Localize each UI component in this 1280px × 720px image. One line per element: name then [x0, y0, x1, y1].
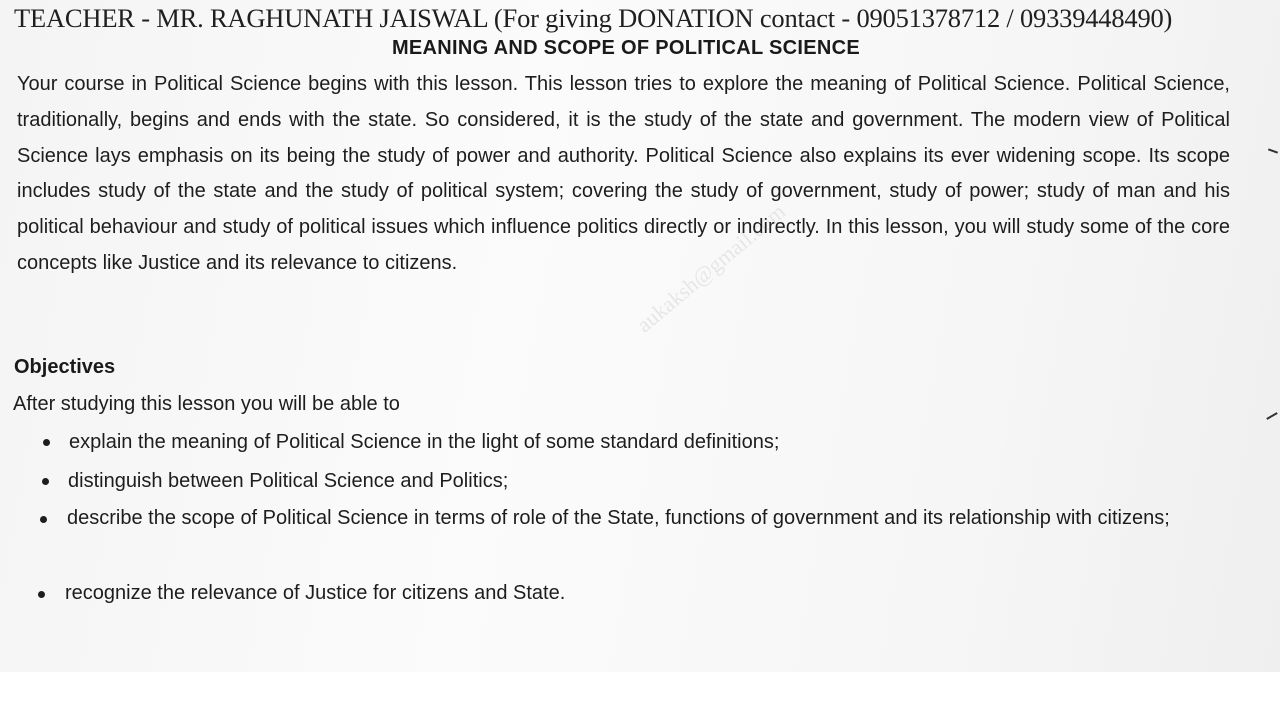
bullet-icon [38, 591, 45, 598]
teacher-banner: TEACHER - MR. RAGHUNATH JAISWAL (For giving DONATION contact - 09051378712 / 09339448490) [14, 3, 1173, 33]
edge-mark-icon [1268, 148, 1278, 153]
objective-item: describe the scope of Political Science in terms of role of the State, functions of government and its relationship with citizens; [67, 507, 1170, 529]
objectives-heading: Objectives [14, 356, 116, 378]
bullet-icon [40, 516, 47, 523]
document-title: MEANING AND SCOPE OF POLITICAL SCIENCE [391, 37, 861, 59]
bullet-icon [43, 439, 50, 446]
bullet-icon [42, 478, 49, 485]
objective-item: distinguish between Political Science and Politics; [68, 470, 509, 492]
objective-item: recognize the relevance of Justice for citizens and State. [65, 582, 566, 604]
edge-mark-icon [1266, 412, 1277, 420]
intro-paragraph: Your course in Political Science begins with this lesson. This lesson tries to explore the meaning of Political Science. Political Science, traditionally, begins and ends with the state. So considered, it is the study of the state and government. The modern view of Political Science lays emphasis on its being the study of power and authority. Political Science also explains its ever widening scope. Its scope includes study of the state and the study of political system; covering the study of government, study of power; study of man and his political behaviour and study of political issues which influence politics directly or indirectly. In this lesson, you will study some of the core concepts like Justice and its relevance to citizens. [17, 73, 1230, 274]
watermark-text: aukaksh@gmail.com [631, 198, 791, 338]
objective-item: explain the meaning of Political Science in the light of some standard definitions; [69, 431, 780, 453]
objectives-lead: After studying this lesson you will be able to [13, 393, 400, 415]
